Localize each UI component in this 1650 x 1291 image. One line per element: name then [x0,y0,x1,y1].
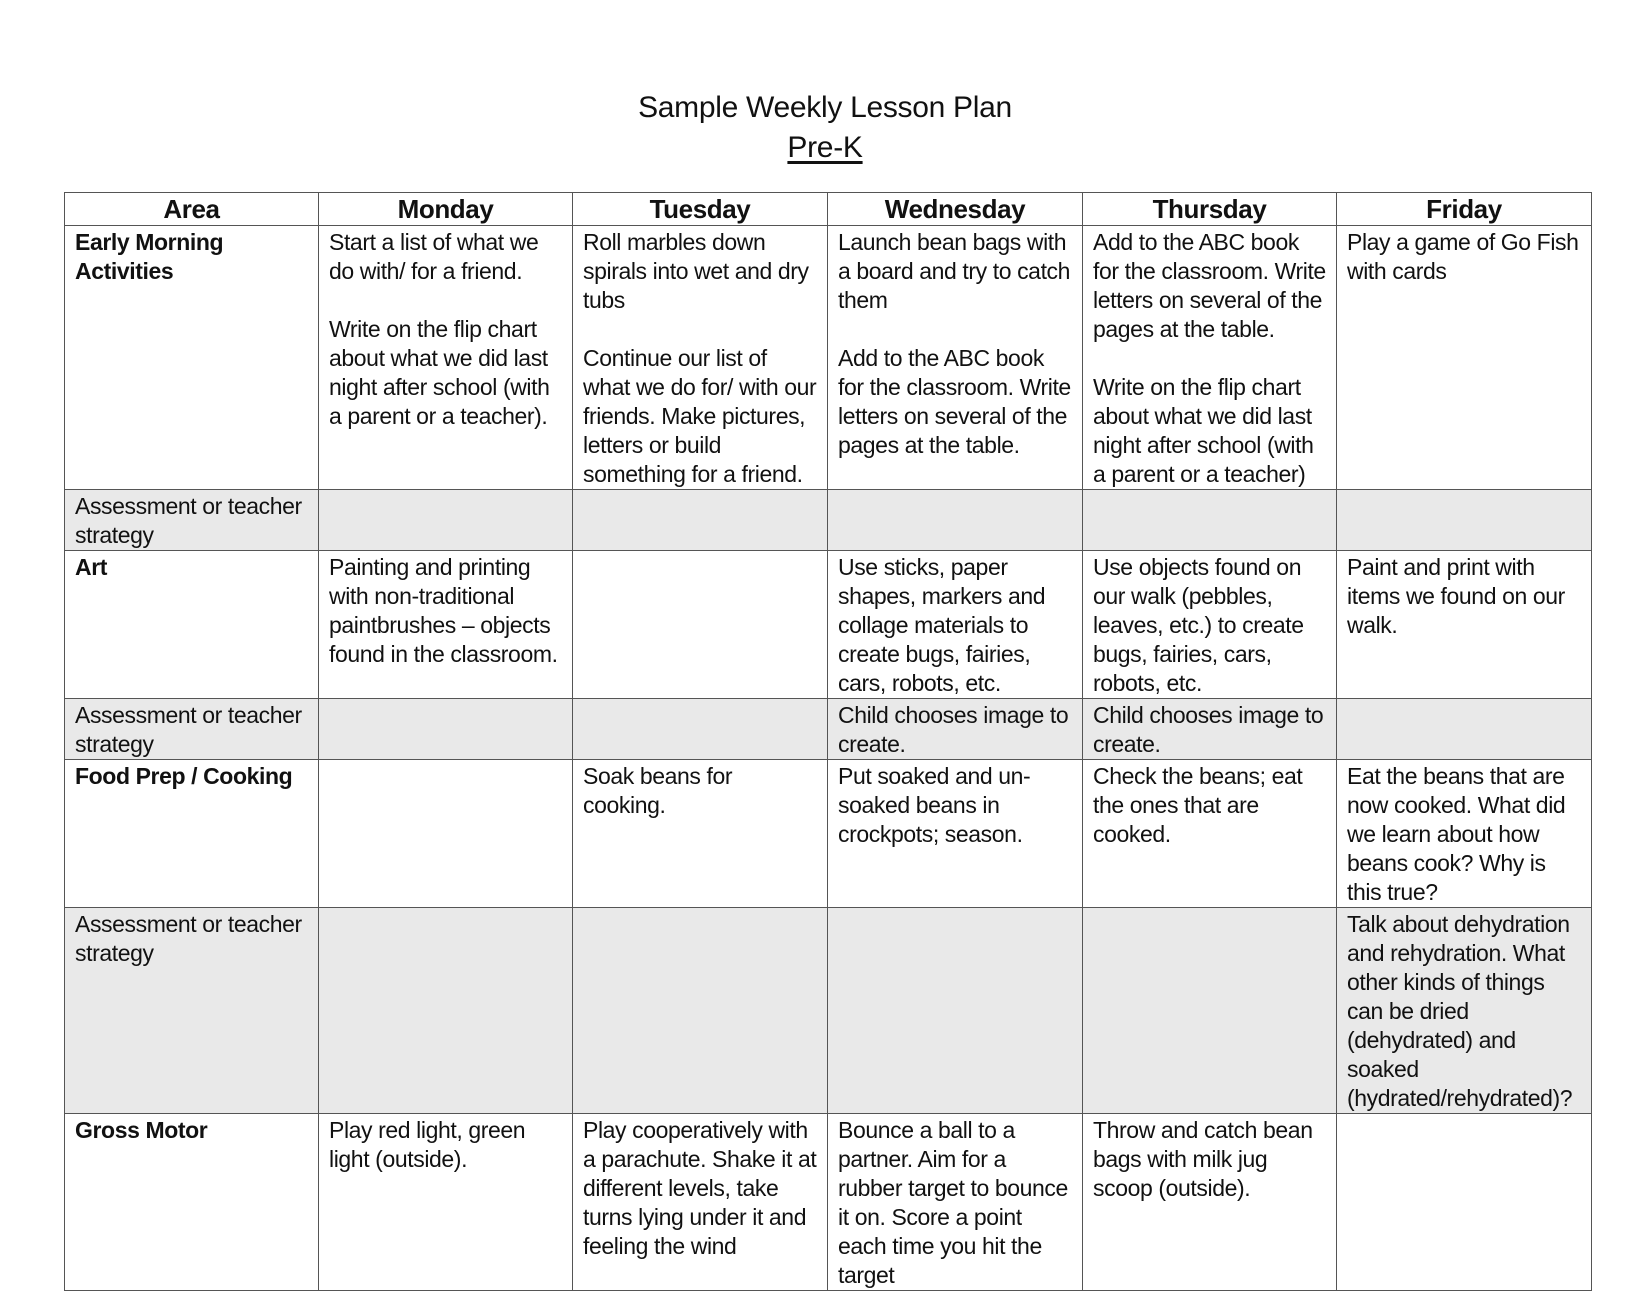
row-assessment-art [65,699,1592,760]
cell-food-prep-wednesday: Put soaked and un-soaked beans in crockpots; season. [828,760,1083,908]
cell-assessment-1-monday [319,490,573,551]
document-title: Sample Weekly Lesson Plan [638,91,1012,124]
row-assessment-early-morning [65,490,1592,551]
cell-assessment-3-tuesday [573,908,828,1114]
header-friday: Friday [1337,193,1592,226]
cell-assessment-2-thursday: Child chooses image to create. [1083,699,1337,760]
cell-assessment-1-tuesday [573,490,828,551]
header-wednesday: Wednesday [828,193,1083,226]
cell-food-prep-tuesday: Soak beans for cooking. [573,760,828,908]
cell-assessment-3-monday [319,908,573,1114]
header-thursday: Thursday [1083,193,1337,226]
cell-art-tuesday [573,551,828,699]
area-gross-motor: Gross Motor [65,1114,319,1291]
area-early-morning: Early Morning Activities [65,226,319,490]
cell-gross-motor-tuesday: Play cooperatively with a parachute. Shake it at different levels, take turns lying under it and feeling the wind [573,1114,828,1291]
cell-gross-motor-friday [1337,1114,1592,1291]
assessment-label: Assessment or teacher strategy [65,490,319,551]
cell-early-morning-monday: Start a list of what we do with/ for a friend. Write on the flip chart about what we did last night after school (with a parent or a teacher). [319,226,573,490]
header-tuesday: Tuesday [573,193,828,226]
cell-early-morning-friday: Play a game of Go Fish with cards [1337,226,1592,490]
cell-art-friday: Paint and print with items we found on our walk. [1337,551,1592,699]
assessment-label: Assessment or teacher strategy [65,908,319,1114]
cell-assessment-3-thursday [1083,908,1337,1114]
row-art [65,551,1592,699]
cell-early-morning-wednesday: Launch bean bags with a board and try to catch them Add to the ABC book for the classroom. Write letters on several of the pages at the table. [828,226,1083,490]
cell-gross-motor-wednesday: Bounce a ball to a partner. Aim for a rubber target to bounce it on. Score a point each time you hit the target [828,1114,1083,1291]
header-area: Area [65,193,319,226]
row-gross-motor [65,1114,1592,1291]
assessment-label: Assessment or teacher strategy [65,699,319,760]
cell-early-morning-tuesday: Roll marbles down spirals into wet and dry tubs Continue our list of what we do for/ with our friends. Make pictures, letters or build something for a friend. [573,226,828,490]
cell-food-prep-friday: Eat the beans that are now cooked. What did we learn about how beans cook? Why is this true? [1337,760,1592,908]
cell-assessment-2-tuesday [573,699,828,760]
row-assessment-food-prep [65,908,1592,1114]
cell-art-wednesday: Use sticks, paper shapes, markers and collage materials to create bugs, fairies, cars, robots, etc. [828,551,1083,699]
cell-assessment-1-thursday [1083,490,1337,551]
document-subtitle: Pre-K [787,131,863,164]
row-early-morning [65,226,1592,490]
cell-assessment-2-friday [1337,699,1592,760]
lesson-plan-table [64,192,1592,1291]
cell-assessment-2-monday [319,699,573,760]
document-title-block [0,88,1650,168]
cell-assessment-1-friday [1337,490,1592,551]
area-food-prep: Food Prep / Cooking [65,760,319,908]
row-food-prep [65,760,1592,908]
cell-food-prep-thursday: Check the beans; eat the ones that are cooked. [1083,760,1337,908]
cell-gross-motor-thursday: Throw and catch bean bags with milk jug scoop (outside). [1083,1114,1337,1291]
cell-art-monday: Painting and printing with non-traditional paintbrushes – objects found in the classroom. [319,551,573,699]
area-art: Art [65,551,319,699]
cell-assessment-2-wednesday: Child chooses image to create. [828,699,1083,760]
header-monday: Monday [319,193,573,226]
cell-food-prep-monday [319,760,573,908]
cell-assessment-3-wednesday [828,908,1083,1114]
cell-assessment-3-friday: Talk about dehydration and rehydration. What other kinds of things can be dried (dehydrated) and soaked (hydrated/rehydrated)? [1337,908,1592,1114]
header-row [65,193,1592,226]
cell-assessment-1-wednesday [828,490,1083,551]
cell-gross-motor-monday: Play red light, green light (outside). [319,1114,573,1291]
cell-art-thursday: Use objects found on our walk (pebbles, leaves, etc.) to create bugs, fairies, cars, robots, etc. [1083,551,1337,699]
cell-early-morning-thursday: Add to the ABC book for the classroom. Write letters on several of the pages at the table. Write on the flip chart about what we did last night after school (with a parent or a teacher) [1083,226,1337,490]
